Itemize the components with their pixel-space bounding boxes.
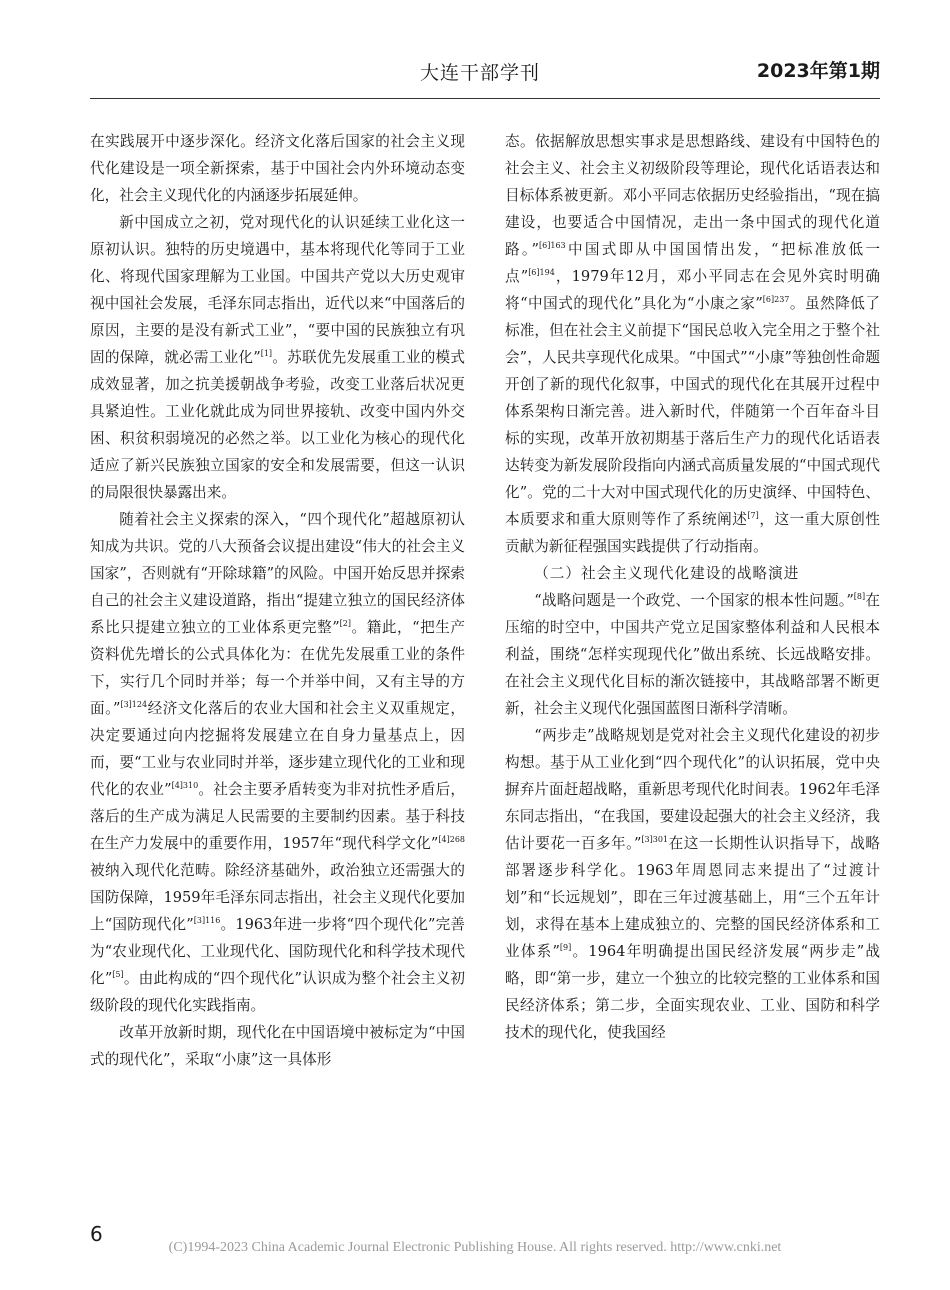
journal-title: 大连干部学刊 <box>420 62 541 84</box>
right-column <box>505 128 880 1046</box>
citation: [8] <box>853 592 866 601</box>
header-rule <box>90 98 880 99</box>
citation: [7] <box>747 511 759 520</box>
left-column <box>90 128 465 1073</box>
copyright-footer: (C)1994-2023 China Academic Journal Electronic Publishing House. All rights reserved. http://www.cnki.net <box>168 1240 782 1255</box>
issue-label: 2023年第1期 <box>756 60 880 82</box>
citation: [9] <box>559 943 572 952</box>
citation: [5] <box>112 970 124 979</box>
citation: [6]237 <box>762 295 790 304</box>
running-header <box>90 56 880 92</box>
paragraph: 随着社会主义探索的深入，“四个现代化”超越原初认知成为共识。党的八大预备会议提出建设“伟大的社会主义国家”，否则就有“开除球籍”的风险。中国开始反思并探索自己的社会主义建设道路，指出“提建立独立的国民经济体系比只提建立独立的工业体系更完整”[2]。籍此，“把生产资料优先增长的公式具体化为：在优先发展重工业的条件下，实行几个同时并举；每一个并举中间，又有主导的方面。”$^{[3]124}$经济文化落后的农业大国和社会主义双重规定，决定要通过向内挖掘将发展建立在自身力量基点上，因而，要“工业与农业同时并举，逐步建立现代化的工业和现代化的农业”$^{[4]310}$。社会主要矛盾转变为非对抗性矛盾后，落后的生产成为满足人民需要的主要制约因素。基于科技在生产力发展中的重要作用，1957年“现代科学文化”$^{[4]268}$被纳入现代化范畴。除经济基础外，政治独立还需强大的国防保障，1959年毛泽东同志指出，社会主义现代化要加上“国防现代化”$^{[3]116}$。1963年进一步将“四个现代化”完善为“农业现代化、工业现代化、国防现代化和科学技术现代化”[5]。由此构成的“四个现代化”认识成为整个社会主义初级阶段的现代化实践指南。 <box>90 511 465 1014</box>
paragraph: 改革开放新时期，现代化在中国语境中被标定为“中国式的现代化”，采取“小康”这一具体形 <box>90 1024 465 1068</box>
citation: [3]116 <box>193 916 221 925</box>
citation: [4]310 <box>171 781 199 790</box>
section-heading: （二）社会主义现代化建设的战略演进 <box>534 565 800 582</box>
paragraph: 在实践展开中逐步深化。经济文化落后国家的社会主义现代化建设是一项全新探索，基于中国社会内外环境动态变化，社会主义现代化的内涵逐步拓展延伸。 <box>90 133 465 204</box>
citation: [3]301 <box>641 835 669 844</box>
page-number: 6 <box>90 1222 103 1246</box>
paragraph: “战略问题是一个政党、一个国家的根本性问题。”[8]在压缩的时空中，中国共产党立足国家整体利益和人民根本利益，围绕“怎样实现现代化”做出系统、长远战略安排。在社会主义现代化目标的渐次链接中，其战略部署不断更新，社会主义现代化强国蓝图日渐科学清晰。 <box>505 592 880 717</box>
paragraph: 态。依据解放思想实事求是思想路线、建设有中国特色的社会主义、社会主义初级阶段等理论，现代化话语表达和目标体系被更新。邓小平同志依据历史经验指出，“现在搞建设，也要适合中国情况，走出一条中国式的现代化道路。”$^{[6]163}$中国式即从中国国情出发，“把标准放低一点”$^{[6]194}$，1979年12月，邓小平同志在会见外宾时明确将“中国式的现代化”具化为“小康之家”$^{[6]237}$。虽然降低了标准，但在社会主义前提下“国民总收入完全用之于整个社会”，人民共享现代化成果。“中国式”“小康”等独创性命题开创了新的现代化叙事，中国式的现代化在其展开过程中体系架构日渐完善。进入新时代，伴随第一个百年奋斗目标的实现，改革开放初期基于落后生产力的现代化话语表达转变为新发展阶段指向内涵式高质量发展的“中国式现代化”。党的二十大对中国式现代化的历史演绎、中国特色、本质要求和重大原则等作了系统阐述[7]，这一重大原创性贡献为新征程强国实践提供了行动指南。 <box>505 133 880 555</box>
citation: [6]194 <box>528 268 555 277</box>
citation: [6]163 <box>539 241 566 250</box>
citation: [2] <box>339 619 352 628</box>
citation: [3]124 <box>120 700 148 709</box>
paragraph: “两步走”战略规划是党对社会主义现代化建设的初步构想。基于从工业化到“四个现代化”的认识拓展，党中央摒弃片面赶超战略，重新思考现代化时间表。1962年毛泽东同志指出，“在我国，要建设起强大的社会主义经济，我估计要花一百多年。”$^{[3]301}$在这一长期性认识指导下，战略部署逐步科学化。1963年周恩同志来提出了“过渡计划”和“长远规划”，即在三年过渡基础上，用“三个五年计划，求得在基本上建成独立的、完整的国民经济体系和工业体系”[9]。1964年明确提出国民经济发展“两步走”战略，即“第一步，建立一个独立的比较完整的工业体系和国民经济体系；第二步，全面实现农业、工业、国防和科学技术的现代化，使我国经 <box>505 727 880 1041</box>
citation: [4]268 <box>438 835 465 844</box>
paragraph: 新中国成立之初，党对现代化的认识延续工业化这一原初认识。独特的历史境遇中，基本将现代化等同于工业化、将现代国家理解为工业国。中国共产党以大历史观审视中国社会发展，毛泽东同志指出，近代以来“中国落后的原因，主要的是没有新式工业”，“要中国的民族独立有巩固的保障，就必需工业化”[1]。苏联优先发展重工业的模式成效显著，加之抗美援朝战争考验，改变工业落后状况更具紧迫性。工业化就此成为同世界接轨、改变中国内外交困、积贫积弱境况的必然之举。以工业化为核心的现代化适应了新兴民族独立国家的安全和发展需要，但这一认识的局限很快暴露出来。 <box>90 214 465 501</box>
citation: [1] <box>260 349 273 358</box>
